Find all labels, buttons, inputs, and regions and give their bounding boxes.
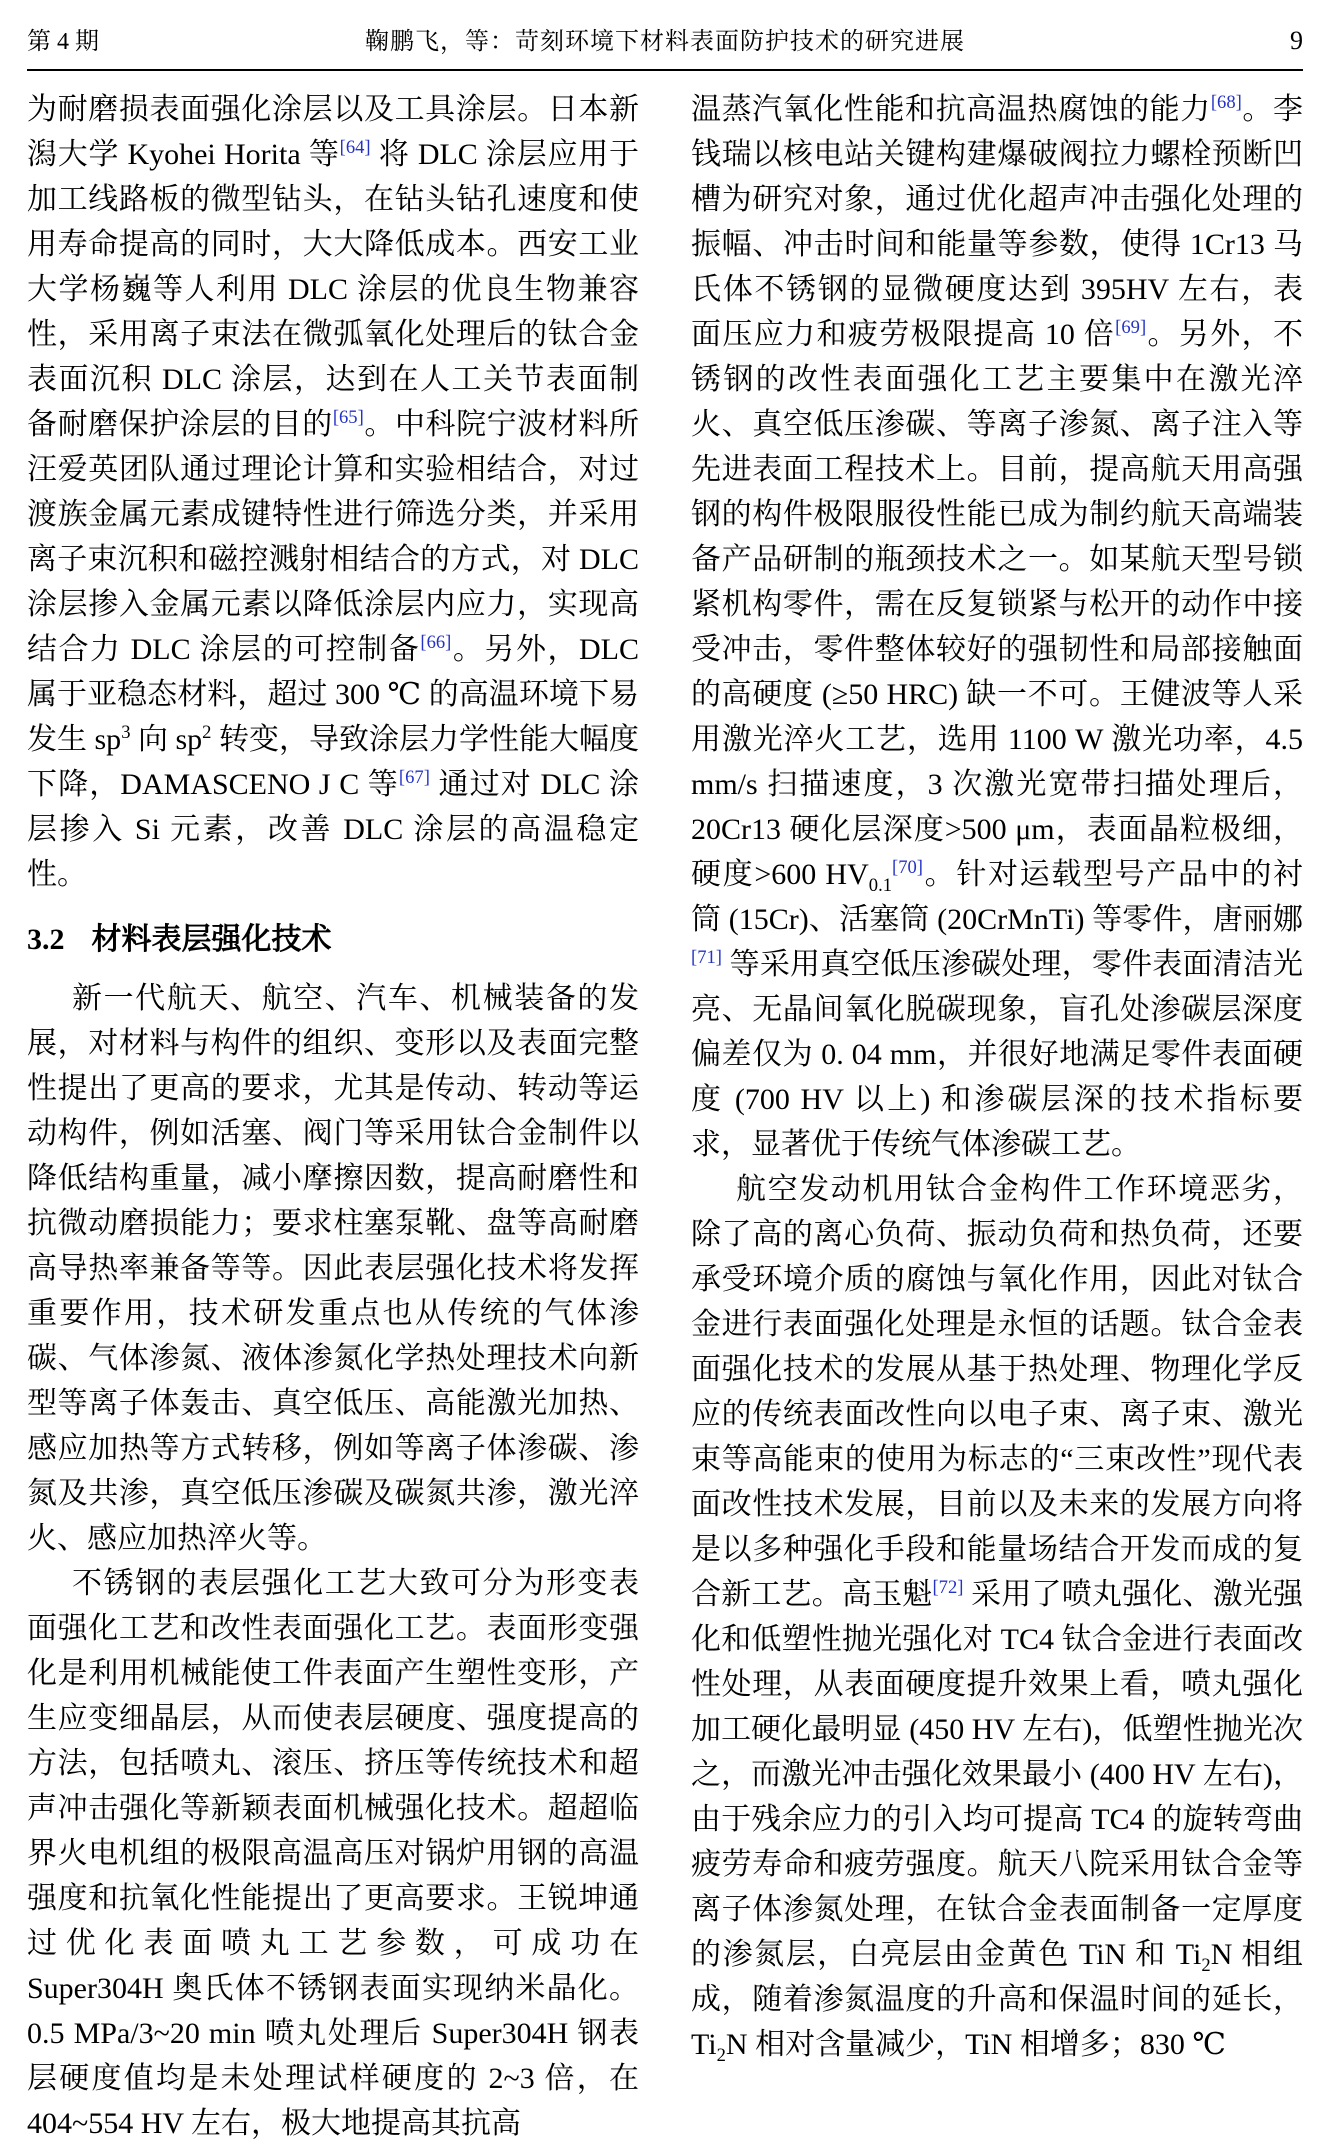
superscript-text: 2	[202, 722, 212, 743]
text-run: 。针对运载型号产品中的衬筒 (15Cr)、活塞筒 (20CrMnTi) 等零件，唐丽娜	[691, 858, 1304, 936]
citation-ref[interactable]: [68]	[1210, 92, 1242, 113]
page-number: 9	[1290, 26, 1303, 55]
text-run: 。另外，DLC 属于亚稳态材料，超过 300 ℃ 的高温环境下易发生 sp	[27, 633, 640, 756]
text-run: 为耐磨损表面强化涂层以及工具涂层。日本新潟大学 Kyohei Horita 等	[27, 93, 639, 171]
running-title: 鞠鹏飞，等：苛刻环境下材料表面防护技术的研究进展	[365, 29, 965, 55]
text-run: 转变，导致涂层力学性能大幅度下降，DAMASCENO J C 等	[27, 723, 639, 801]
citation-ref[interactable]: [65]	[332, 407, 364, 428]
issue-label: 第 4 期	[27, 29, 99, 55]
section-number: 3.2	[27, 923, 65, 956]
section-heading	[27, 917, 639, 962]
text-run: N 相组成，随着渗氮温度的升高和保温时间的延长，Ti	[691, 1938, 1303, 2061]
citation-ref[interactable]: [70]	[892, 857, 923, 878]
header-rule	[27, 69, 1303, 71]
two-column-body	[27, 87, 1303, 2146]
subscript-text: 2	[1201, 1955, 1211, 1976]
left-column	[27, 87, 639, 2146]
paragraph	[27, 976, 639, 1561]
text-run: 不锈钢的表层强化工艺大致可分为形变表面强化工艺和改性表面强化工艺。表面形变强化是利用机械能使工件表面产生塑性变形，产生应变细晶层，从而使表层硬度、强度提高的方法，包括喷丸、滚压、挤压等传统技术和超声冲击强化等新颖表面机械强化技术。超超临界火电机组的极限高温高压对锅炉用钢的高温强度和抗氧化性能提出了更高要求。王锐坤通过优化表面喷丸工艺参数，可成功在 Super304H 奥氏体不锈钢表面实现纳米晶化。0.5 MPa/3~20 min 喷丸处理后 Super304H 钢表层硬度值均是未处理试样硬度的 2~3 倍，在 404~554 HV 左右，极大地提高其抗高	[27, 1567, 639, 2140]
paragraph	[27, 1561, 639, 2146]
superscript-text: 3	[121, 722, 131, 743]
text-run: 采用了喷丸强化、激光强化和低塑性抛光强化对 TC4 钛合金进行表面改性处理，从表面硬度提升效果上看，喷丸强化加工硬化最明显 (450 HV 左右)，低塑性抛光次之，而激光冲击强化效果最小 (400 HV 左右)，由于残余应力的引入均可提高 TC4 的旋转弯曲疲劳寿命和疲劳强度。航天八院采用钛合金等离子体渗氮处理，在钛合金表面制备一定厚度的渗氮层，白亮层由金黄色 TiN 和 Ti	[691, 1578, 1304, 1971]
citation-ref[interactable]: [66]	[420, 632, 452, 653]
text-run: 通过对 DLC 涂层掺入 Si 元素，改善 DLC 涂层的高温稳定性。	[27, 768, 639, 891]
citation-ref[interactable]: [69]	[1115, 317, 1147, 338]
text-run: 。中科院宁波材料所汪爱英团队通过理论计算和实验相结合，对过渡族金属元素成键特性进行筛选分类，并采用离子束沉积和磁控溅射相结合的方式，对 DLC 涂层掺入金属元素以降低涂层内应力，实现高结合力 DLC 涂层的可控制备	[27, 408, 640, 666]
text-run: N 相对含量减少，TiN 相增多；830 ℃	[725, 2028, 1226, 2061]
paragraph	[691, 1167, 1303, 2067]
text-run: 新一代航天、航空、汽车、机械装备的发展，对材料与构件的组织、变形以及表面完整性提出了更高的要求，尤其是传动、转动等运动构件，例如活塞、阀门等采用钛合金制件以降低结构重量，减小摩擦因数，提高耐磨性和抗微动磨损能力；要求柱塞泵靴、盘等高耐磨高导热率兼备等等。因此表层强化技术将发挥重要作用，技术研发重点也从传统的气体渗碳、气体渗氮、液体渗氮化学热处理技术向新型等离子体轰击、真空低压、高能激光加热、感应加热等方式转移，例如等离子体渗碳、渗氮及共渗，真空低压渗碳及碳氮共渗，激光淬火、感应加热淬火等。	[27, 982, 639, 1555]
citation-ref[interactable]: [71]	[691, 947, 722, 968]
text-run: 将 DLC 涂层应用于加工线路板的微型钻头，在钻头钻孔速度和使用寿命提高的同时，大大降低成本。西安工业大学杨巍等人利用 DLC 涂层的优良生物兼容性，采用离子束法在微弧氧化处理后的钛合金表面沉积 DLC 涂层，达到在人工关节表面制备耐磨保护涂层的目的	[27, 138, 640, 441]
section-title: 材料表层强化技术	[91, 923, 332, 956]
text-run: 向 sp	[130, 723, 203, 756]
subscript-text: 0.1	[868, 875, 893, 896]
text-run: 。李钱瑞以核电站关键构建爆破阀拉力螺栓预断凹槽为研究对象，通过优化超声冲击强化处理的振幅、冲击时间和能量等参数，使得 1Cr13 马氏体不锈钢的显微硬度达到 395HV 左右，表面压应力和疲劳极限提高 10 倍	[691, 93, 1304, 351]
citation-ref[interactable]: [64]	[339, 137, 371, 158]
text-run: 温蒸汽氧化性能和抗高温热腐蚀的能力	[691, 93, 1211, 126]
page-header	[27, 26, 1303, 57]
citation-ref[interactable]: [72]	[932, 1577, 964, 1598]
paragraph	[691, 87, 1303, 1167]
right-column	[691, 87, 1303, 2146]
text-run: 。另外，不锈钢的改性表面强化工艺主要集中在激光淬火、真空低压渗碳、等离子渗氮、离子注入等先进表面工程技术上。目前，提高航天用高强钢的构件极限服役性能已成为制约航天高端装备产品研制的瓶颈技术之一。如某航天型号锁紧机构零件，需在反复锁紧与松开的动作中接受冲击，零件整体较好的强韧性和局部接触面的高硬度 (≥50 HRC) 缺一不可。王健波等人采用激光淬火工艺，选用 1100 W 激光功率，4.5 mm/s 扫描速度，3 次激光宽带扫描处理后，20Cr13 硬化层深度>500 μm，表面晶粒极细，硬度>600 HV	[691, 318, 1304, 891]
citation-ref[interactable]: [67]	[398, 767, 430, 788]
text-run: 航空发动机用钛合金构件工作环境恶劣，除了高的离心负荷、振动负荷和热负荷，还要承受环境介质的腐蚀与氧化作用，因此对钛合金进行表面强化处理是永恒的话题。钛合金表面强化技术的发展从基于热处理、物理化学反应的传统表面改性向以电子束、离子束、激光束等高能束的使用为标志的“三束改性”现代表面改性技术发展，目前以及未来的发展方向将是以多种强化手段和能量场结合开发而成的复合新工艺。高玉魁	[691, 1173, 1303, 1611]
paragraph	[27, 87, 639, 897]
subscript-text: 2	[716, 2045, 726, 2066]
text-run: 等采用真空低压渗碳处理，零件表面清洁光亮、无晶间氧化脱碳现象，盲孔处渗碳层深度偏差仅为 0. 04 mm，并很好地满足零件表面硬度 (700 HV 以上) 和渗碳层深的技术指标要求，显著优于传统气体渗碳工艺。	[691, 948, 1303, 1161]
